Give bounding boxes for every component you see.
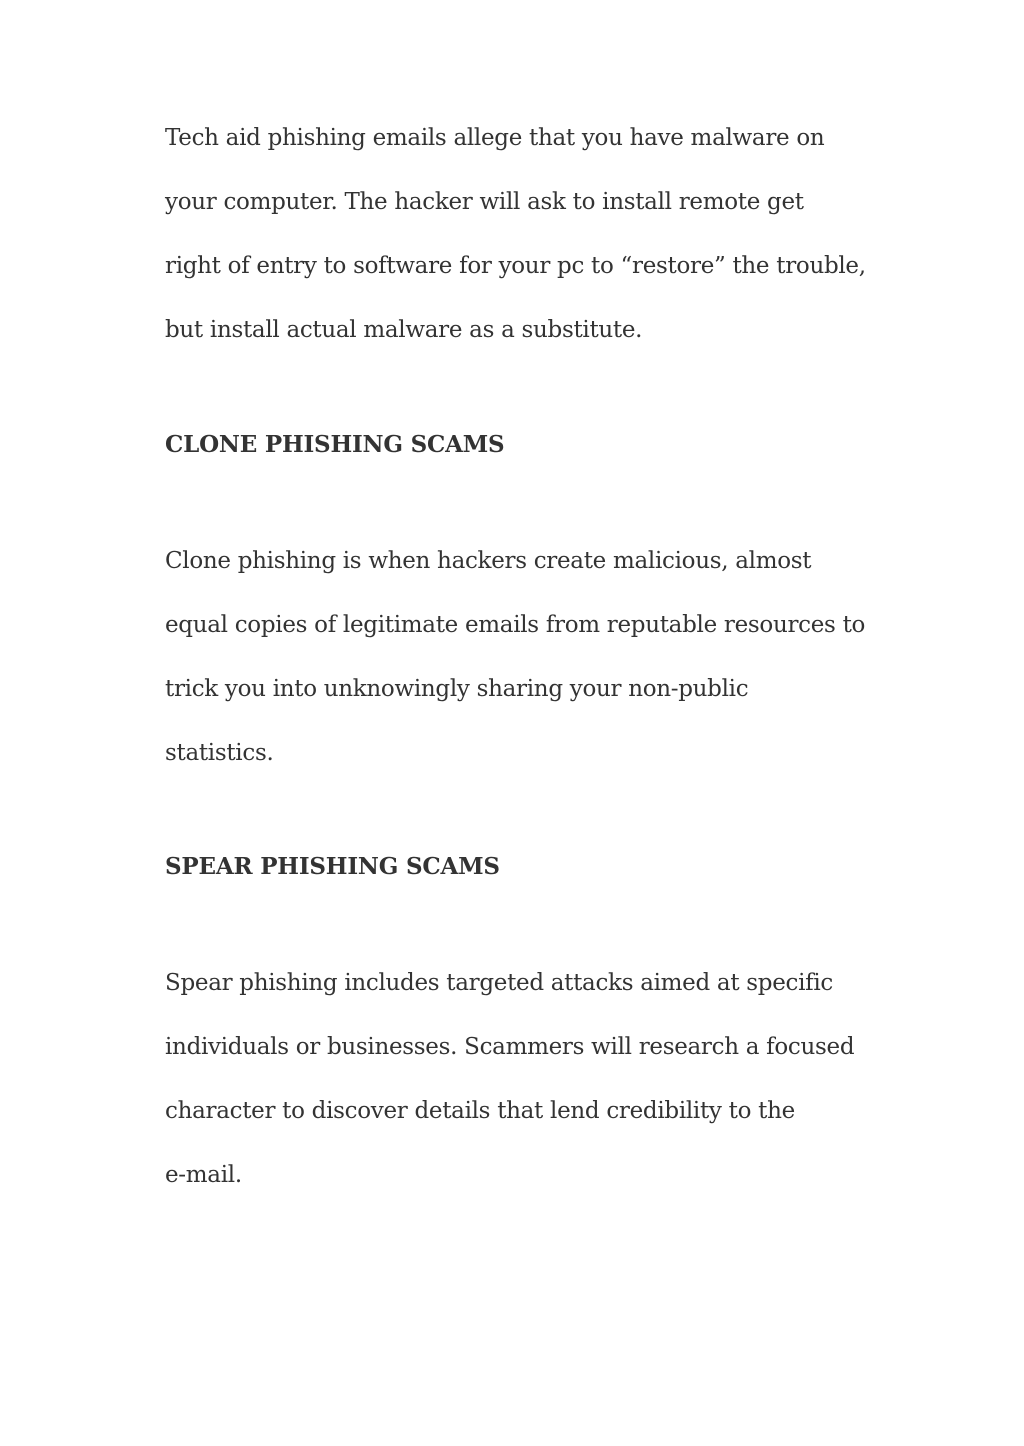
paragraph-line: your computer. The hacker will ask to install remote get — [165, 189, 804, 215]
paragraph-line: but install actual malware as a substitute. — [165, 317, 643, 343]
clone-phishing-heading: CLONE PHISHING SCAMS — [165, 431, 505, 458]
paragraph-line: Spear phishing includes targeted attacks aimed at specific — [165, 970, 834, 996]
paragraph-line: individuals or businesses. Scammers will research a focused — [165, 1034, 855, 1060]
paragraph-line: Tech aid phishing emails allege that you have malware on — [165, 125, 825, 151]
paragraph-line: character to discover details that lend credibility to the — [165, 1098, 795, 1124]
spear-phishing-heading: SPEAR PHISHING SCAMS — [165, 853, 500, 880]
paragraph-line: e-mail. — [165, 1162, 242, 1188]
paragraph-line: equal copies of legitimate emails from reputable resources to — [165, 612, 866, 638]
paragraph-line: trick you into unknowingly sharing your non-public — [165, 676, 749, 702]
paragraph-line: right of entry to software for your pc to “restore” the trouble, — [165, 253, 866, 279]
paragraph-line: Clone phishing is when hackers create malicious, almost — [165, 548, 812, 574]
paragraph-line: statistics. — [165, 740, 274, 766]
